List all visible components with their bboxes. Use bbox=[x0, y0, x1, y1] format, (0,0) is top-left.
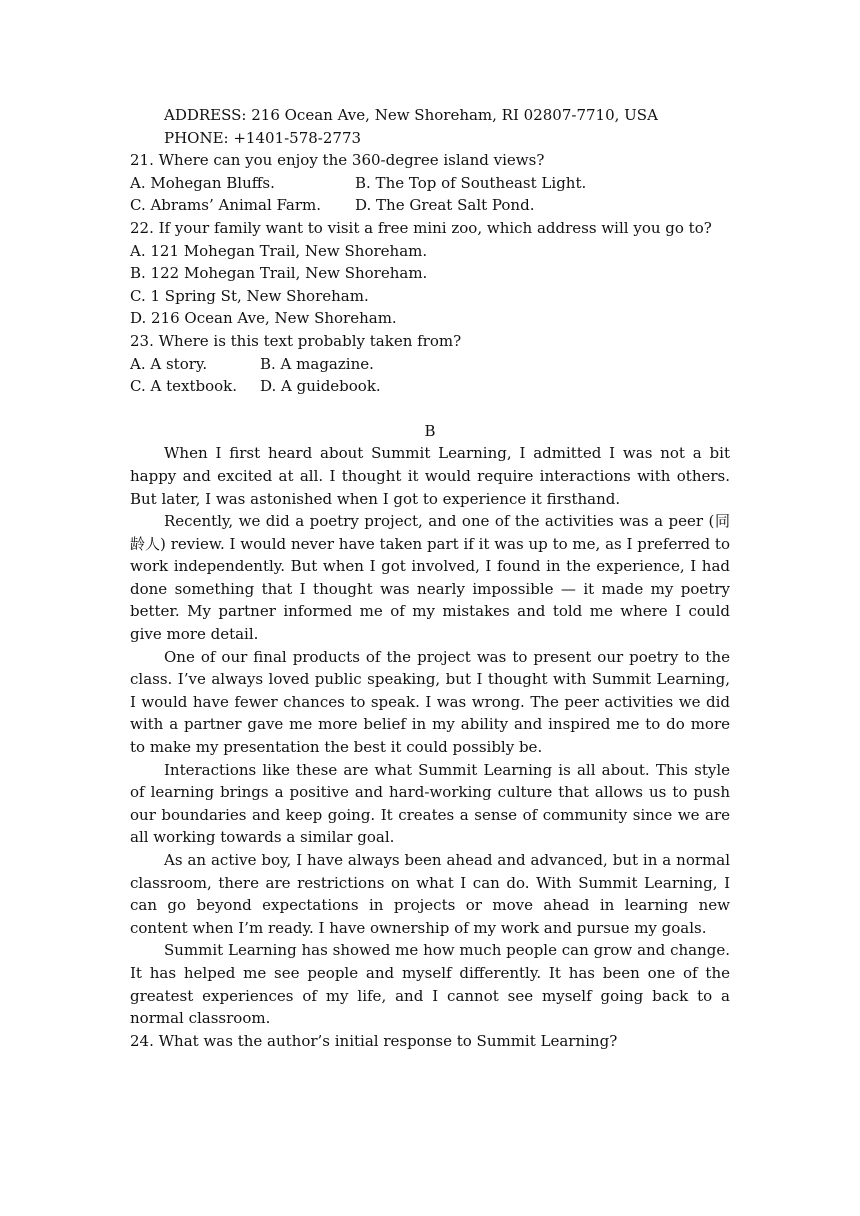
question-23-options-row-2 bbox=[130, 375, 730, 398]
section-b-heading: B bbox=[424, 421, 436, 440]
document-page bbox=[130, 104, 730, 1052]
passage-paragraph-6: Summit Learning has showed me how much people can grow and change. It has helped me see people and myself differently. It has been one of the greatest experiences of my life, and I cannot see myself going back to a normal classroom. bbox=[130, 941, 730, 1028]
question-24-stem: 24. What was the author’s initial response to Summit Learning? bbox=[130, 1031, 618, 1050]
question-21-options-row-1 bbox=[130, 172, 730, 195]
question-23-option-d: D. A guidebook. bbox=[260, 377, 381, 396]
question-22-option-b: B. 122 Mohegan Trail, New Shoreham. bbox=[130, 264, 428, 283]
question-21-options-row-2 bbox=[130, 194, 730, 217]
passage-paragraph-1: When I first heard about Summit Learning, I admitted I was not a bit happy and excited at all. I thought it would require interactions with others. But later, I was astonished when I got to experience it firsthand. bbox=[130, 444, 730, 508]
passage-paragraph-2: Recently, we did a poetry project, and one of the activities was a peer (同龄人) review. I would never have taken part if it was up to me, as I preferred to work independently. But when I got involved, I found in the experience, I had done something that I thought was nearly impossible — it made my poetry better. My partner informed me of my mistakes and told me where I could give more detail. bbox=[130, 512, 730, 644]
phone-line: PHONE: +1401-578-2773 bbox=[164, 128, 362, 147]
question-21-option-d: D. The Great Salt Pond. bbox=[355, 196, 535, 215]
question-21-option-c: C. Abrams’ Animal Farm. bbox=[130, 196, 322, 215]
question-21-option-a: A. Mohegan Bluffs. bbox=[130, 173, 275, 192]
passage-paragraph-5: As an active boy, I have always been ahead and advanced, but in a normal classroom, there are restrictions on what I can do. With Summit Learning, I can go beyond expectations in projects or move ahead in learning new content when I’m ready. I have ownership of my work and pursue my goals. bbox=[130, 851, 730, 937]
question-23-option-c: C. A textbook. bbox=[130, 377, 237, 396]
question-23-option-a: A. A story. bbox=[130, 354, 208, 373]
question-23-options-row-1 bbox=[130, 353, 730, 376]
question-21-option-b: B. The Top of Southeast Light. bbox=[355, 173, 587, 192]
passage-paragraph-3: One of our final products of the project was to present our poetry to the class. I’ve always loved public speaking, but I thought with Summit Learning, I would have fewer chances to speak. I was wrong. The peer activities we did with a partner gave me more belief in my ability and inspired me to do more to make my presentation the best it could possibly be. bbox=[130, 647, 730, 757]
question-22-stem: 22. If your family want to visit a free mini zoo, which address will you go to? bbox=[130, 218, 712, 237]
address-line: ADDRESS: 216 Ocean Ave, New Shoreham, RI 02807-7710, USA bbox=[164, 106, 658, 124]
question-23-stem: 23. Where is this text probably taken from? bbox=[130, 331, 462, 350]
question-23-option-b: B. A magazine. bbox=[260, 354, 374, 373]
question-21-stem: 21. Where can you enjoy the 360-degree island views? bbox=[130, 151, 545, 170]
question-22-option-c: C. 1 Spring St, New Shoreham. bbox=[130, 286, 369, 305]
passage-paragraph-4: Interactions like these are what Summit Learning is all about. This style of learning brings a positive and hard-working culture that allows us to push our boundaries and keep going. It creates a sense of community since we are all working towards a similar goal. bbox=[130, 760, 730, 847]
question-22-option-a: A. 121 Mohegan Trail, New Shoreham. bbox=[130, 241, 428, 260]
question-22-option-d: D. 216 Ocean Ave, New Shoreham. bbox=[130, 309, 397, 328]
